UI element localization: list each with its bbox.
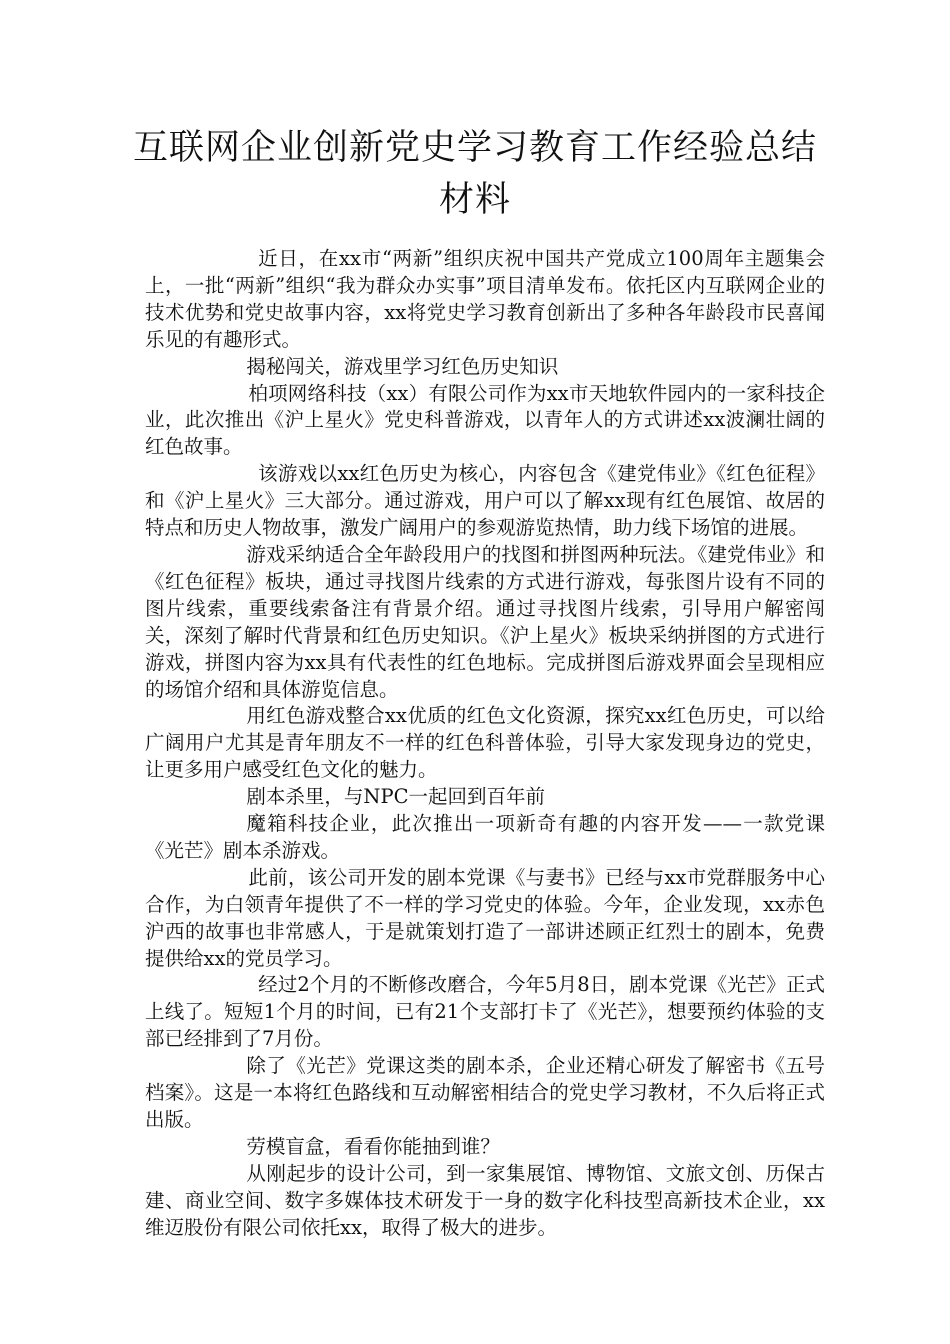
body-paragraph: 近日，在xx市“两新”组织庆祝中国共产党成立100周年主题集会上，一批“两新”组织“我为群众办实事”项目清单发布。依托区内互联网企业的技术优势和党史故事内容，xx将党史学习教育创新出了多种各年龄段市民喜闻乐见的有趣形式。	[145, 247, 825, 351]
document-title: 互联网企业创新党史学习教育工作经验总结材料	[132, 128, 817, 220]
body-paragraph: 从刚起步的设计公司，到一家集展馆、博物馆、文旅文创、历保古建、商业空间、数字多媒体技术研发于一身的数字化科技型高新技术企业，xx维迈股份有限公司依托xx，取得了极大的进步。	[145, 1161, 825, 1239]
body-paragraph: 该游戏以xx红色历史为核心，内容包含《建党伟业》《红色征程》和《沪上星火》三大部分。通过游戏，用户可以了解xx现有红色展馆、故居的特点和历史人物故事，激发广阔用户的参观游览热情，助力线下场馆的进展。	[145, 462, 825, 540]
body-paragraph: 经过2个月的不断修改磨合，今年5月8日，剧本党课《光芒》正式上线了。短短1个月的时间，已有21个支部打卡了《光芒》，想要预约体验的支部已经排到了7月份。	[145, 973, 825, 1051]
body-paragraph: 游戏采纳适合全年龄段用户的找图和拼图两种玩法。《建党伟业》和《红色征程》板块，通过寻找图片线索的方式进行游戏，每张图片设有不同的图片线索，重要线索备注有背景介绍。通过寻找图片线索，引导用户解密闯关，深刻了解时代背景和红色历史知识。《沪上星火》板块采纳拼图的方式进行游戏，拼图内容为xx具有代表性的红色地标。完成拼图后游戏界面会呈现相应的场馆介绍和具体游览信息。	[145, 542, 825, 701]
body-paragraph: 魔箱科技企业，此次推出一项新奇有趣的内容开发——一款党课《光芒》剧本杀游戏。	[145, 812, 825, 862]
body-paragraph: 剧本杀里，与NPC一起回到百年前	[246, 785, 545, 809]
body-paragraph: 除了《光芒》党课这类的剧本杀，企业还精心研发了解密书《五号档案》。这是一本将红色路线和互动解密相结合的党史学习教材，不久后将正式出版。	[145, 1054, 825, 1131]
body-paragraph: 揭秘闯关，游戏里学习红色历史知识	[246, 354, 559, 378]
body-paragraph: 此前，该公司开发的剧本党课《与妻书》已经与xx市党群服务中心合作，为白领青年提供了不一样的学习党史的体验。今年，企业发现，xx赤色沪西的故事也非常感人，于是就策划打造了一部讲述顾正红烈士的剧本，免费提供给xx的党员学习。	[145, 865, 825, 970]
body-paragraph: 劳模盲盒，看看你能抽到谁？	[246, 1134, 500, 1158]
body-paragraph: 柏项网络科技（xx）有限公司作为xx市天地软件园内的一家科技企业，此次推出《沪上星火》党史科普游戏，以青年人的方式讲述xx波澜壮阔的红色故事。	[145, 381, 825, 459]
body-paragraph: 用红色游戏整合xx优质的红色文化资源，探究xx红色历史，可以给广阔用户尤其是青年朋友不一样的红色科普体验，引导大家发现身边的党史，让更多用户感受红色文化的魅力。	[145, 704, 825, 782]
document-body	[145, 246, 825, 1242]
